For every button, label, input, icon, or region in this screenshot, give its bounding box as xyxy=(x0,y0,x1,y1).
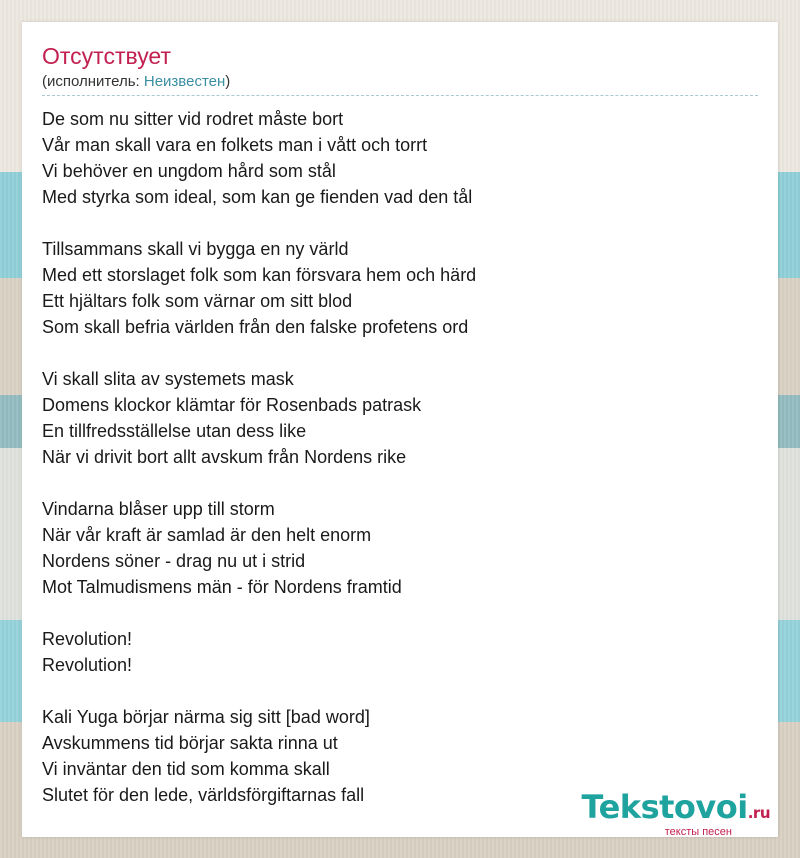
lyric-line: Avskummens tid börjar sakta rinna ut xyxy=(42,733,338,753)
artist-suffix: ) xyxy=(225,73,231,90)
artist-link[interactable]: Неизвестен xyxy=(143,73,226,90)
lyric-line: Ett hjältars folk som värnar om sitt blod xyxy=(42,291,353,311)
lyric-line: De som nu sitter vid rodret måste bort xyxy=(42,109,344,129)
stanza xyxy=(42,236,758,340)
lyric-line: Slutet för den lede, världsförgiftarnas fall xyxy=(42,785,365,805)
lyric-line: Med styrka som ideal, som kan ge fienden vad den tål xyxy=(42,187,473,207)
lyric-line: När vi drivit bort allt avskum från Nordens rike xyxy=(42,447,407,467)
lyric-line: Vi skall slita av systemets mask xyxy=(42,369,294,389)
lyric-line: En tillfredsställelse utan dess like xyxy=(42,421,307,441)
artist-prefix: (исполнитель: xyxy=(42,73,144,90)
stanza xyxy=(42,496,758,600)
stanza xyxy=(42,626,758,678)
lyric-line: Tillsammans skall vi bygga en ny värld xyxy=(42,239,349,259)
lyric-line: Vi inväntar den tid som komma skall xyxy=(42,759,330,779)
lyric-line: Vi behöver en ungdom hård som stål xyxy=(42,161,336,181)
lyric-line: Vindarna blåser upp till storm xyxy=(42,499,275,519)
lyric-line: Nordens söner - drag nu ut i strid xyxy=(42,551,306,571)
lyric-line: Revolution! xyxy=(42,655,133,675)
site-logo[interactable] xyxy=(582,790,770,838)
logo-tagline: тексты песен xyxy=(664,826,732,838)
lyric-line: Som skall befria världen från den falske profetens ord xyxy=(42,317,469,337)
lyric-line: Revolution! xyxy=(42,629,133,649)
song-title: Отсутствует xyxy=(42,43,171,69)
logo-name: Tekstovoi xyxy=(581,788,748,826)
stanza xyxy=(42,366,758,470)
logo-tld: .ru xyxy=(747,804,770,822)
lyric-line: Kali Yuga börjar närma sig sitt [bad word] xyxy=(42,707,370,727)
lyric-line: Med ett storslaget folk som kan försvara hem och härd xyxy=(42,265,477,285)
logo-wordmark xyxy=(582,790,770,830)
artist-meta xyxy=(42,72,758,96)
lyrics-body xyxy=(42,106,758,808)
stanza xyxy=(42,106,758,210)
lyrics-card xyxy=(22,22,778,837)
lyric-line: Mot Talmudismens män - för Nordens framtid xyxy=(42,577,402,597)
lyric-line: Vår man skall vara en folkets man i vått och torrt xyxy=(42,135,428,155)
lyric-line: Domens klockor klämtar för Rosenbads patrask xyxy=(42,395,422,415)
lyric-line: När vår kraft är samlad är den helt enorm xyxy=(42,525,372,545)
